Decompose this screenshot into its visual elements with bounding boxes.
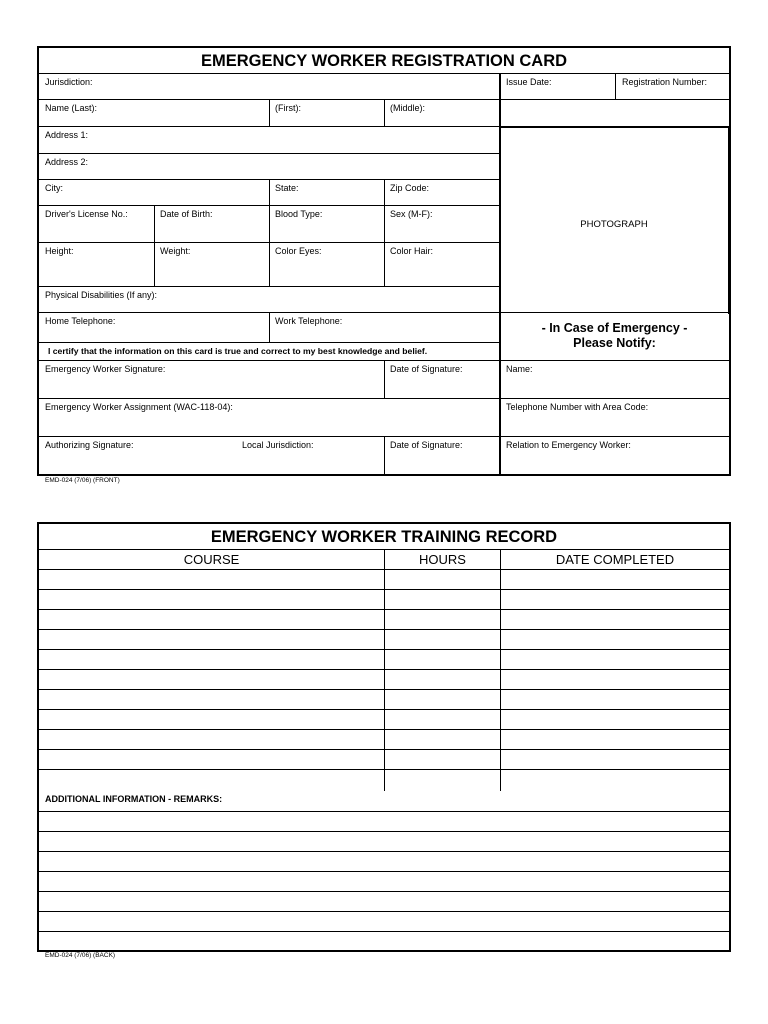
hours-cell[interactable] xyxy=(385,590,500,609)
hours-cell[interactable] xyxy=(385,690,500,709)
home-telephone-field[interactable]: Home Telephone: xyxy=(45,316,116,326)
date-completed-cell[interactable] xyxy=(501,690,729,709)
hours-cell[interactable] xyxy=(385,570,500,589)
column-divider xyxy=(269,99,270,126)
color-eyes-field[interactable]: Color Eyes: xyxy=(275,246,322,256)
course-cell[interactable] xyxy=(39,730,384,749)
sex-field[interactable]: Sex (M-F): xyxy=(390,209,433,219)
remarks-input[interactable] xyxy=(39,932,729,951)
date-completed-cell[interactable] xyxy=(501,730,729,749)
course-cell[interactable] xyxy=(39,570,384,589)
name-first-field[interactable]: (First): xyxy=(275,103,301,113)
divider xyxy=(39,312,729,313)
zip-code-field[interactable]: Zip Code: xyxy=(390,183,430,193)
emergency-contact-telephone-field[interactable]: Telephone Number with Area Code: xyxy=(506,402,649,412)
address1-field[interactable]: Address 1: xyxy=(45,130,89,140)
course-cell[interactable] xyxy=(39,610,384,629)
column-divider xyxy=(384,360,385,398)
column-divider xyxy=(269,312,270,342)
authorizing-signature-field[interactable]: Authorizing Signature: xyxy=(45,440,134,450)
column-divider xyxy=(615,73,616,99)
remarks-input[interactable] xyxy=(39,832,729,851)
height-field[interactable]: Height: xyxy=(45,246,74,256)
local-jurisdiction-field[interactable]: Local Jurisdiction: xyxy=(242,440,314,450)
emergency-heading-line1: - In Case of Emergency - xyxy=(541,321,688,335)
jurisdiction-field[interactable]: Jurisdiction: xyxy=(45,77,93,87)
registration-card xyxy=(37,46,731,476)
date-completed-cell[interactable] xyxy=(501,650,729,669)
blood-type-field[interactable]: Blood Type: xyxy=(275,209,323,219)
date-of-signature-2-field[interactable]: Date of Signature: xyxy=(390,440,463,450)
worker-signature-field[interactable]: Emergency Worker Signature: xyxy=(45,364,166,374)
emergency-heading-line2: Please Notify: xyxy=(573,336,656,350)
divider xyxy=(39,398,729,399)
name-last-field[interactable]: Name (Last): xyxy=(45,103,98,113)
course-cell[interactable] xyxy=(39,590,384,609)
address2-field[interactable]: Address 2: xyxy=(45,157,89,167)
emergency-contact-name-field[interactable]: Name: xyxy=(506,364,533,374)
date-completed-cell[interactable] xyxy=(501,630,729,649)
remarks-input[interactable] xyxy=(39,812,729,831)
name-middle-field[interactable]: (Middle): xyxy=(390,103,426,113)
divider xyxy=(39,73,729,74)
date-completed-cell[interactable] xyxy=(501,710,729,729)
column-divider xyxy=(269,179,270,286)
course-cell[interactable] xyxy=(39,650,384,669)
divider xyxy=(39,126,499,127)
remarks-input[interactable] xyxy=(39,912,729,931)
photo-frame-top xyxy=(500,126,729,128)
divider xyxy=(39,286,499,287)
column-divider xyxy=(384,436,385,474)
course-row-line xyxy=(39,769,729,770)
course-cell[interactable] xyxy=(39,630,384,649)
divider xyxy=(39,342,499,343)
work-telephone-field[interactable]: Work Telephone: xyxy=(275,316,343,326)
certification-statement: I certify that the information on this card is true and correct to my best knowledge and belief. xyxy=(48,346,428,356)
worker-assignment-field[interactable]: Emergency Worker Assignment (WAC-118-04): xyxy=(45,402,233,412)
training-record-card xyxy=(37,522,731,952)
course-cell[interactable] xyxy=(39,690,384,709)
course-cell[interactable] xyxy=(39,750,384,769)
hours-cell[interactable] xyxy=(385,750,500,769)
remarks-label: ADDITIONAL INFORMATION - REMARKS: xyxy=(45,794,223,804)
column-header-date-completed: DATE COMPLETED xyxy=(555,552,675,567)
state-field[interactable]: State: xyxy=(275,183,299,193)
hours-cell[interactable] xyxy=(385,710,500,729)
column-divider xyxy=(154,205,155,286)
divider xyxy=(39,153,499,154)
photograph-box: PHOTOGRAPH xyxy=(580,219,648,230)
training-record-title: EMERGENCY WORKER TRAINING RECORD xyxy=(210,528,558,546)
column-header-hours: HOURS xyxy=(419,552,466,567)
back-form-id: EMD-024 (7/06) (BACK) xyxy=(45,952,116,959)
hours-cell[interactable] xyxy=(385,650,500,669)
column-divider xyxy=(384,179,385,286)
hours-cell[interactable] xyxy=(385,610,500,629)
course-cell[interactable] xyxy=(39,710,384,729)
column-header-course: COURSE xyxy=(183,552,240,567)
date-completed-cell[interactable] xyxy=(501,750,729,769)
remarks-input[interactable] xyxy=(39,892,729,911)
date-completed-cell[interactable] xyxy=(501,570,729,589)
hours-cell[interactable] xyxy=(385,630,500,649)
registration-card-title: EMERGENCY WORKER REGISTRATION CARD xyxy=(200,52,568,70)
issue-date-field[interactable]: Issue Date: xyxy=(506,77,552,87)
date-completed-cell[interactable] xyxy=(501,590,729,609)
column-divider xyxy=(384,99,385,126)
color-hair-field[interactable]: Color Hair: xyxy=(390,246,434,256)
date-completed-cell[interactable] xyxy=(501,610,729,629)
city-field[interactable]: City: xyxy=(45,183,63,193)
date-completed-cell[interactable] xyxy=(501,670,729,689)
column-divider xyxy=(499,73,501,474)
drivers-license-field[interactable]: Driver's License No.: xyxy=(45,209,128,219)
photo-frame-right xyxy=(728,126,730,314)
hours-cell[interactable] xyxy=(385,670,500,689)
registration-number-field[interactable]: Registration Number: xyxy=(622,77,708,87)
hours-cell[interactable] xyxy=(385,730,500,749)
date-of-signature-field[interactable]: Date of Signature: xyxy=(390,364,463,374)
remarks-input[interactable] xyxy=(39,872,729,891)
physical-disabilities-field[interactable]: Physical Disabilities (If any): xyxy=(45,290,158,300)
emergency-contact-relation-field[interactable]: Relation to Emergency Worker: xyxy=(506,440,631,450)
weight-field[interactable]: Weight: xyxy=(160,246,191,256)
date-of-birth-field[interactable]: Date of Birth: xyxy=(160,209,213,219)
front-form-id: EMD-024 (7/06) (FRONT) xyxy=(45,477,120,484)
course-cell[interactable] xyxy=(39,670,384,689)
remarks-input[interactable] xyxy=(39,852,729,871)
